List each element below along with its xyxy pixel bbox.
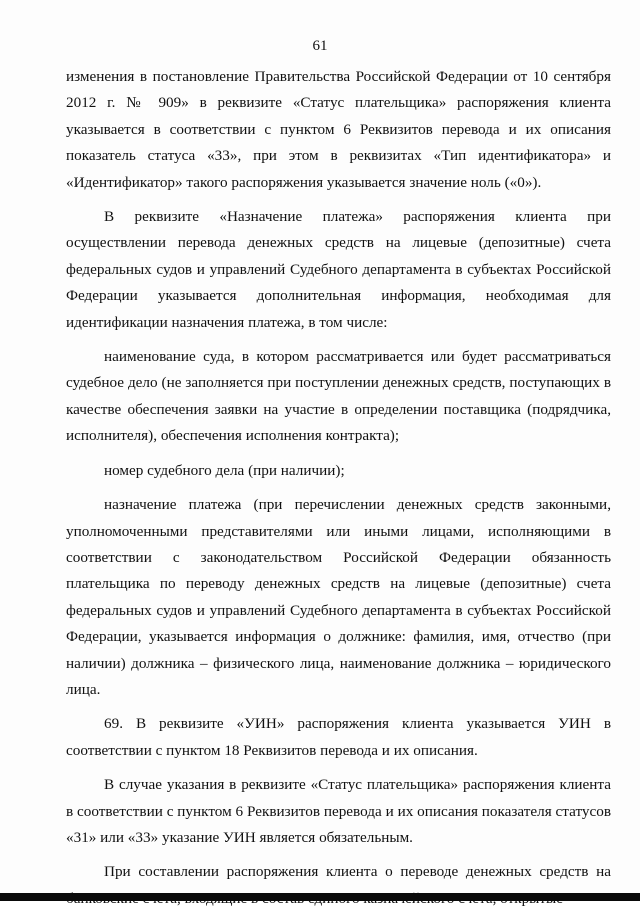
paragraph-uin-mandatory: В случае указания в реквизите «Статус плательщика» распоряжения клиента в соответствии с пунктом 6 Реквизитов перевода и их описания показателя статусов «31» или «33» указание УИН является обязательным. <box>66 776 611 846</box>
paragraph-debtor-info: назначение платежа (при перечислении денежных средств законными, уполномоченными представителями или иными лицами, исполняющими в соответствии с законодательством Российской Федерации обязанность плательщика по переводу денежных средств на лицевые (депозитные) счета федеральных судов и управлений Судебного департамента в субъектах Российской Федерации, указывается информация о должнике: фамилия, имя, отчество (при наличии) должника – физического лица, наименование должника – юридического лица. <box>66 496 611 698</box>
paragraph-treasury-accounts: При составлении распоряжения клиента о переводе денежных средств на <box>104 863 611 881</box>
scan-edge-bar <box>0 893 640 901</box>
paragraph-case-number: номер судебного дела (при наличии); <box>104 461 345 479</box>
page-number: 61 <box>312 38 328 54</box>
paragraph-continuation: изменения в постановление Правительства Российской Федерации от 10 сентября 2012 г. № 909» в реквизите «Статус плательщика» распоряжения клиента указывается в соответствии с пунктом 6 Реквизитов перевода и их описания показатель статуса «33», при этом в реквизитах «Тип идентификатора» и «Идентификатор» такого распоряжения указывается значение ноль («0»). <box>66 68 611 191</box>
paragraph-payment-purpose: В реквизите «Назначение платежа» распоряжения клиента при осуществлении перевода денежных средств на лицевые (депозитные) счета федеральных судов и управлений Судебного департамента в субъектах Российской Федерации указывается дополнительная информация, необходимая для идентификации назначения платежа, в том числе: <box>66 208 611 331</box>
document-body <box>66 64 611 912</box>
paragraph-item-69: 69. В реквизите «УИН» распоряжения клиента указывается УИН в соответствии с пунктом 18 Реквизитов перевода и их описания. <box>66 715 611 759</box>
paragraph-court-name: наименование суда, в котором рассматривается или будет рассматриваться судебное дело (не заполняется при поступлении денежных средств, поступающих в качестве обеспечения заявки на участие в определении поставщика (подрядчика, исполнителя), обеспечения исполнения контракта); <box>66 348 611 445</box>
